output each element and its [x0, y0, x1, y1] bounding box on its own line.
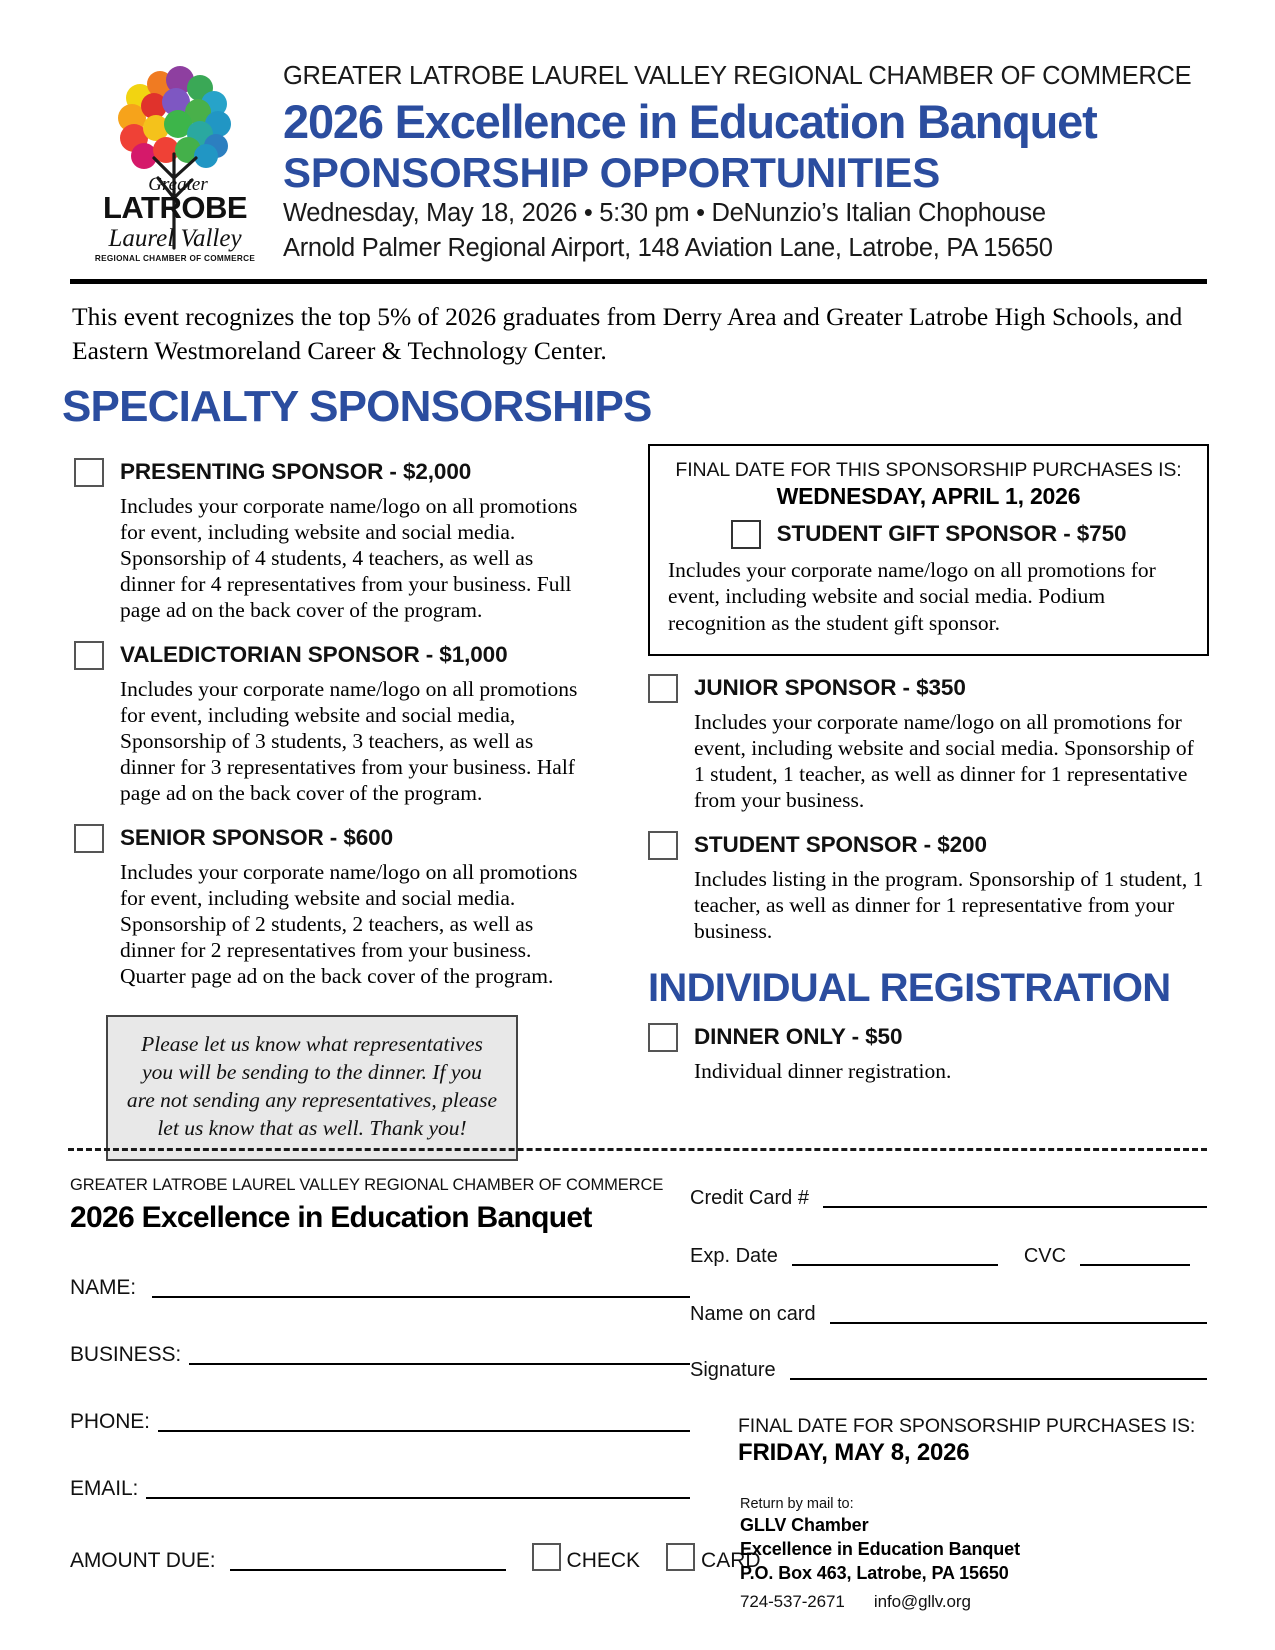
checkbox-senior-sponsor[interactable] [74, 824, 104, 853]
form-banquet-title: 2026 Excellence in Education Banquet [70, 1200, 592, 1234]
payment-check-label: CHECK [566, 1548, 641, 1572]
cvc-input[interactable] [1080, 1264, 1190, 1266]
mail-intro-label: Return by mail to: [740, 1496, 854, 1513]
contact-email[interactable]: info@gllv.org [873, 1592, 971, 1612]
field-label-credit-card: Credit Card # [690, 1187, 809, 1209]
gift-sponsor-header [668, 518, 1189, 549]
field-label-email: EMAIL: [70, 1476, 139, 1500]
name-on-card-input[interactable] [830, 1322, 1207, 1324]
sponsor-item-header [648, 672, 1209, 703]
registration-form [0, 1176, 1275, 1612]
field-label-amount-due: AMOUNT DUE: [70, 1548, 216, 1572]
page-subtitle: SPONSORSHIP OPPORTUNITIES [283, 149, 941, 197]
checkbox-junior-sponsor[interactable] [648, 674, 678, 703]
gllv-chamber-logo-icon [88, 58, 263, 273]
page-title: 2026 Excellence in Education Banquet [283, 95, 1097, 149]
field-phone[interactable] [70, 1411, 690, 1432]
business-input[interactable] [189, 1363, 690, 1365]
field-label-business: BUSINESS: [70, 1342, 182, 1366]
credit-card-input[interactable] [823, 1206, 1207, 1208]
sponsor-description: Includes your corporate name/logo on all promotions for event, including website and social media. Sponsorship of 2 students, 2 teachers, as well as dinner for 2 representatives from your business. Quarter page ad on the back cover of the program. [120, 859, 578, 988]
svg-text:REGIONAL CHAMBER OF COMMERCE: REGIONAL CHAMBER OF COMMERCE [94, 254, 256, 263]
payment-card-label: CARD [701, 1548, 761, 1572]
sponsor-item-header [74, 456, 590, 487]
tear-off-divider [68, 1148, 1207, 1151]
registration-item-header [648, 1021, 1209, 1052]
sponsor-description: Includes your corporate name/logo on all promotions for event, including website and social media. Podium recognition as the student gift sponsor. [668, 558, 1156, 635]
header-text-block [263, 52, 1205, 265]
field-label-signature: Signature [690, 1359, 776, 1381]
event-address: Arnold Palmer Regional Airport, 148 Aviation Lane, Latrobe, PA 15650 [283, 233, 1053, 262]
checkbox-student-gift-sponsor[interactable] [731, 520, 761, 549]
intro-paragraph: This event recognizes the top 5% of 2026 graduates from Derry Area and Greater Latrobe High Schools, and Eastern Westmoreland Career & Technology Center. [72, 302, 1183, 365]
checkbox-payment-check[interactable] [532, 1543, 561, 1571]
final-date-label: FINAL DATE FOR SPONSORSHIP PURCHASES IS: [738, 1415, 1196, 1437]
specialty-sponsorships-heading: SPECIALTY SPONSORSHIPS [62, 381, 652, 431]
field-email[interactable] [70, 1478, 690, 1499]
contact-phone: 724-537-2671 [740, 1592, 845, 1612]
field-label-phone: PHONE: [70, 1409, 150, 1433]
sponsor-title: SENIOR SPONSOR - $600 [120, 824, 393, 850]
field-label-name: NAME: [70, 1275, 137, 1299]
logo-container [88, 52, 263, 273]
representatives-note-text: Please let us know what representatives you will be sending to the dinner. If you are not sending any representatives, please let us know that as well. Thank you! [126, 1031, 498, 1140]
sponsor-item-presenting[interactable] [74, 456, 590, 623]
sponsor-item-header [648, 829, 1209, 860]
sponsor-item-junior[interactable] [648, 672, 1209, 813]
final-date-value: FRIDAY, MAY 8, 2026 [738, 1439, 970, 1467]
chamber-name: GREATER LATROBE LAUREL VALLEY REGIONAL CHAMBER OF COMMERCE [283, 62, 1192, 90]
field-amount-due[interactable] [70, 1543, 761, 1572]
checkbox-student-sponsor[interactable] [648, 831, 678, 860]
sponsor-title: STUDENT GIFT SPONSOR - $750 [776, 521, 1127, 547]
sponsor-item-header [74, 822, 590, 853]
sponsorship-columns [0, 440, 1275, 1161]
svg-text:Greater: Greater [148, 174, 208, 195]
field-business[interactable] [70, 1344, 690, 1365]
final-date-block [690, 1414, 1207, 1467]
exp-date-input[interactable] [792, 1264, 998, 1266]
field-name-on-card[interactable] [690, 1304, 1207, 1324]
sponsor-item-header [74, 639, 590, 670]
registration-item-dinner-only[interactable] [648, 1021, 1209, 1084]
registration-description: Individual dinner registration. [694, 1058, 952, 1083]
sponsor-description: Includes your corporate name/logo on all promotions for event, including website and social media, Sponsorship of 3 students, 3 teachers, as well as dinner for 3 representatives from your business. Half page ad on the back cover of the program. [120, 676, 578, 805]
checkbox-valedictorian-sponsor[interactable] [74, 641, 104, 670]
amount-due-input[interactable] [230, 1569, 506, 1571]
sponsor-item-senior[interactable] [74, 822, 590, 989]
form-chamber-name: GREATER LATROBE LAUREL VALLEY REGIONAL CHAMBER OF COMMERCE [70, 1176, 664, 1194]
individual-registration-heading: INDIVIDUAL REGISTRATION [648, 965, 1171, 1010]
event-datetime: Wednesday, May 18, 2026 • 5:30 pm • DeNunzio’s Italian Chophouse [283, 199, 1046, 228]
gift-final-date-label: FINAL DATE FOR THIS SPONSORSHIP PURCHASES IS: [675, 458, 1182, 481]
sponsor-title: VALEDICTORIAN SPONSOR - $1,000 [120, 641, 508, 667]
sponsor-title: JUNIOR SPONSOR - $350 [694, 674, 966, 700]
mailing-address-block [690, 1495, 1207, 1612]
mail-organization: GLLV Chamber [740, 1515, 869, 1536]
signature-input[interactable] [790, 1378, 1207, 1380]
mail-address: P.O. Box 463, Latrobe, PA 15650 [740, 1562, 1009, 1583]
svg-text:LATROBE: LATROBE [102, 190, 248, 225]
checkbox-dinner-only[interactable] [648, 1023, 678, 1052]
field-label-cvc: CVC [1023, 1245, 1067, 1267]
sponsor-description: Includes listing in the program. Sponsorship of 1 student, 1 teacher, as well as dinner for 1 representative from your business. [694, 866, 1204, 943]
right-column [590, 440, 1209, 1161]
sponsor-description: Includes your corporate name/logo on all promotions for event, including website and social media. Sponsorship of 1 student, 1 teacher, as well as dinner for 1 representative from your business. [694, 709, 1194, 812]
registration-title: DINNER ONLY - $50 [694, 1023, 903, 1049]
left-column [70, 440, 590, 1161]
field-signature[interactable] [690, 1360, 1207, 1380]
checkbox-presenting-sponsor[interactable] [74, 458, 104, 487]
sponsor-item-student[interactable] [648, 829, 1209, 944]
sponsor-title: STUDENT SPONSOR - $200 [694, 831, 987, 857]
page-header [0, 0, 1275, 273]
sponsor-description: Includes your corporate name/logo on all promotions for event, including website and social media. Sponsorship of 4 students, 4 teachers, as well as dinner for 4 representatives from your business. Full page ad on the back cover of the program. [120, 493, 578, 622]
email-input[interactable] [146, 1497, 690, 1499]
student-gift-sponsor-box[interactable] [648, 444, 1209, 656]
field-label-name-on-card: Name on card [690, 1303, 816, 1325]
field-credit-card[interactable] [690, 1188, 1207, 1208]
sponsor-item-valedictorian[interactable] [74, 639, 590, 806]
representatives-note-box [106, 1015, 518, 1161]
field-exp-cvc[interactable] [690, 1246, 1207, 1266]
mail-event: Excellence in Education Banquet [740, 1538, 1020, 1559]
field-label-exp-date: Exp. Date [690, 1245, 778, 1267]
sponsor-title: PRESENTING SPONSOR - $2,000 [120, 458, 472, 484]
form-right-column [690, 1176, 1275, 1612]
phone-input[interactable] [158, 1430, 690, 1432]
contact-info [740, 1592, 1207, 1612]
svg-text:Laurel Valley: Laurel Valley [108, 225, 242, 252]
gift-final-date-value: WEDNESDAY, APRIL 1, 2026 [776, 483, 1081, 510]
field-name[interactable] [70, 1277, 690, 1298]
name-input[interactable] [152, 1296, 690, 1298]
